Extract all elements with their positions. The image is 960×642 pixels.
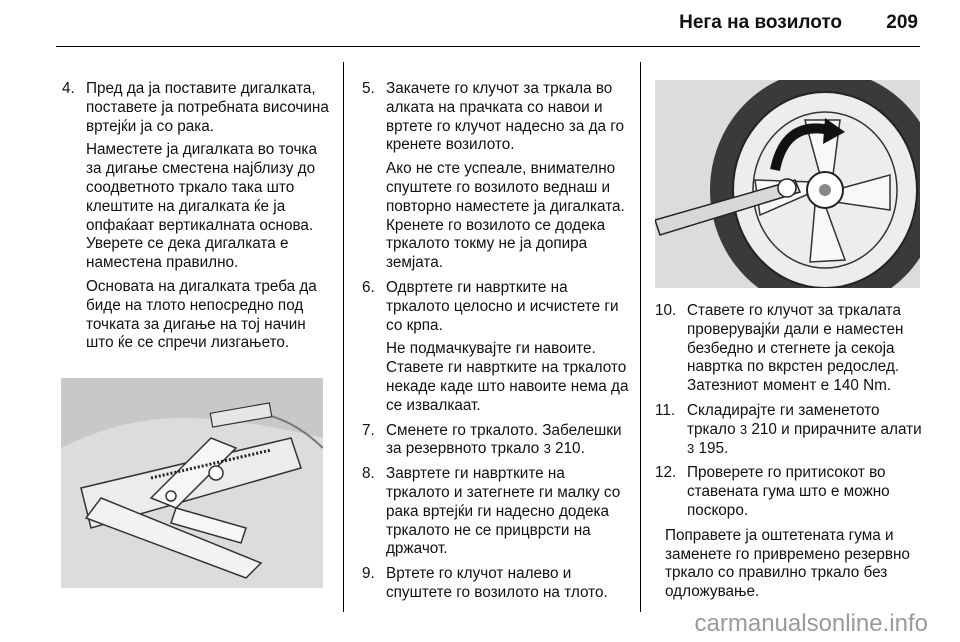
step-text: Одвртете ги навртките на тркалото целосно и исчистете ги со крпа. [386,278,619,334]
step-number: 8. [362,465,375,483]
step-number: 12. [655,464,677,482]
column-2 [362,80,630,609]
step-number: 9. [362,565,375,583]
step-paragraph: Основата на дигалката треба да биде на тлото непосредно под точката за дигање на тој начин што ќе се спречи лизгањето. [86,277,317,352]
wheel-wrench-illustration [655,80,920,288]
step-text: Закачете го клучот за тркала во алката на прачката со навои и вртете го клучот надесно за да го кренете возилото. [386,80,625,154]
step-number: 7. [362,421,375,439]
step-text: Пред да ја поставите дигалката, поставете ја потребната височина вртејќи ја со рака. [86,80,329,135]
page-reference-icon[interactable]: 3 [543,441,551,457]
step-number: 4. [62,80,75,97]
jack-illustration [61,378,323,588]
page-number: 209 [886,12,918,33]
step-text-part: 195. [694,439,729,457]
page-header-title: Нега на возилото [679,12,842,33]
wheel-drawing [655,80,920,288]
step-text-part: 210. [550,440,585,458]
column-1 [62,80,330,359]
step-number: 10. [655,302,677,319]
column-divider-2 [640,62,641,612]
step-text-part: Сменете го тркалото. Забелешки за резервното тркало [386,421,622,458]
step-7 [362,422,630,460]
repair-note: Поправете ја оштетената гума и заменете го привремено резервно тркало со правилно тркало без одложување. [665,526,910,601]
step-text: Проверете го притисокот во ставената гума што е можно поскоро. [687,464,890,519]
jack-drawing [61,378,323,588]
step-text: Ставете го клучот за тркалата проверувајќи дали е наместен безбедно и стегнете ја секоја навртка по вкрстен редослед. Затезниот момент е 140 Nm. [687,302,904,395]
step-4 [62,80,330,353]
step-9 [362,565,630,603]
header-rule [56,46,920,47]
step-text [386,422,630,460]
watermark: carmanualsonline.info [694,610,928,637]
step-number: 5. [362,80,375,97]
page-reference-icon[interactable]: 3 [687,440,695,456]
step-number: 6. [362,278,375,296]
step-8 [362,465,630,559]
step-text [687,402,923,458]
column-divider-1 [343,62,344,612]
column-3 [655,302,923,602]
step-11 [655,402,923,458]
step-text: Вртете го клучот налево и спуштете го возилото на тлото. [386,565,608,601]
page-reference-icon[interactable]: 3 [739,421,748,437]
step-6 [362,279,630,416]
step-5 [362,80,630,273]
step-number: 11. [655,401,676,419]
step-paragraph: Наместете ја дигалката во точка за дигање сместена најблизу до соодветното тркало така што клештите на дигалката ќе ја опфаќаат вертикалната основа. Уверете се дека дигалката е наместена правилно. [86,141,317,272]
step-paragraph: Не подмачкувајте ги навоите. Ставете ги навртките на тркалото некаде каде што навоите нема да се извалкаат. [386,340,629,414]
step-text-part: 210 и прирачните алати [747,420,922,438]
step-10 [655,302,923,396]
step-12 [655,464,923,520]
step-paragraph: Ако не сте успеале, внимателно спуштете го возилото веднаш и повторно наместете ја дигалката. Кренете го возилото се додека тркалото токму не ја допира земјата. [386,160,625,272]
step-text-part: Складирајте ги заменетото тркало [687,401,880,438]
step-text: Завртете ги навртките на тркалото и затегнете ги малку со рака вртејќи ги надесно додека тркалото не се прицврсти на држачот. [386,465,621,558]
